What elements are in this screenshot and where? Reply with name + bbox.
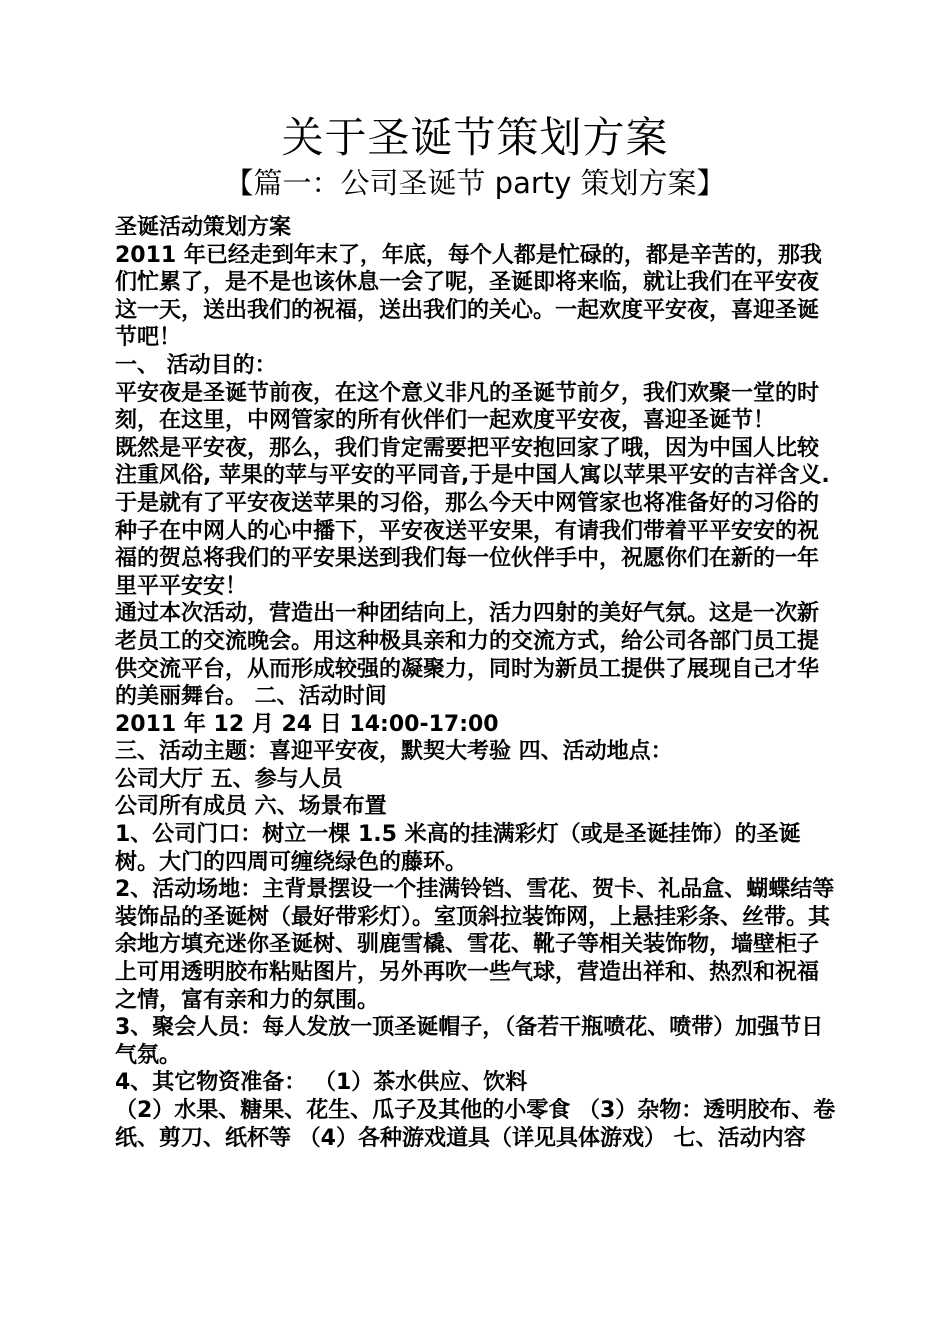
paragraph-theme-location: 三、活动主题：喜迎平安夜，默契大考验 四、活动地点： <box>115 739 673 765</box>
document-subtitle: 【篇一：公司圣诞节 party 策划方案】 <box>224 166 726 200</box>
paragraph-purpose-2: 既然是平安夜，那么，我们肯定需要把平安抱回家了哦，因为中国人比较注重风俗, 苹果的苹与平安的平同音,于是中国人寓以苹果平安的吉祥含义. 于是就有了平安夜送苹果的习俗，那么今天中网管家也将准备好的习俗的种子在中网人的心中播下，平安夜送平安果，有请我们带着平平安安的祝福的贺总将我们的平安果送到我们每一位伙伴手中，祝愿你们在新的一年里平平安安！ <box>115 435 830 599</box>
document-body <box>115 214 840 1152</box>
paragraph-scene-entrance: 1、公司门口：树立一棵 1.5 米高的挂满彩灯（或是圣诞挂饰）的圣诞树。大门的四周可缠绕绿色的藤环。 <box>115 822 801 875</box>
paragraph-scene-attendees: 3、聚会人员：每人发放一顶圣诞帽子，（备若干瓶喷花、喷带）加强节日气氛。 <box>115 1015 824 1068</box>
section-heading-purpose: 一、 活动目的： <box>115 352 277 378</box>
heading-plan: 圣诞活动策划方案 <box>115 215 292 240</box>
paragraph-scene-venue: 2、活动场地：主背景摆设一个挂满铃铛、雪花、贺卡、礼品盒、蝴蝶结等装饰品的圣诞树（最好带彩灯）。室顶斜拉装饰网，上悬挂彩条、丝带。其余地方填充迷你圣诞树、驯鹿雪橇、雪花、靴子等相关装饰物，墙壁柜子上可用透明胶布粘贴图片，另外再吹一些气球，营造出祥和、热烈和祝福之情，富有亲和力的氛围。 <box>115 877 835 1013</box>
paragraph-supplies-2: （2）水果、糖果、花生、瓜子及其他的小零食 （3）杂物：透明胶布、卷纸、剪刀、纸杯等 （4）各种游戏道具（详见具体游戏） 七、活动内容 <box>115 1098 836 1151</box>
paragraph-time: 2011 年 12 月 24 日 14:00-17:00 <box>115 711 499 737</box>
paragraph-location-participants: 公司大厅 五、参与人员 <box>115 766 343 792</box>
paragraph-intro: 2011 年已经走到年末了，年底，每个人都是忙碌的，都是辛苦的，那我们忙累了，是不是也该休息一会了呢，圣诞即将来临，就让我们在平安夜这一天，送出我们的祝福，送出我们的关心。一起欢度平安夜，喜迎圣诞节吧！ <box>115 242 822 351</box>
document-title: 关于圣诞节策划方案 <box>281 113 669 162</box>
paragraph-purpose-1: 平安夜是圣诞节前夜，在这个意义非凡的圣诞节前夕，我们欢聚一堂的时刻，在这里，中网管家的所有伙伴们一起欢度平安夜，喜迎圣诞节！ <box>115 380 820 434</box>
paragraph-supplies-1: 4、其它物资准备： （1）茶水供应、饮料 <box>115 1070 528 1096</box>
paragraph-participants-scene: 公司所有成员 六、场景布置 <box>115 794 387 820</box>
paragraph-purpose-3: 通过本次活动，营造出一种团结向上，活力四射的美好气氛。这是一次新老员工的交流晚会。用这种极具亲和力的交流方式，给公司各部门员工提供交流平台，从而形成较强的凝聚力，同时为新员工提供了展现自己才华的美丽舞台。 二、活动时间 <box>115 601 820 710</box>
